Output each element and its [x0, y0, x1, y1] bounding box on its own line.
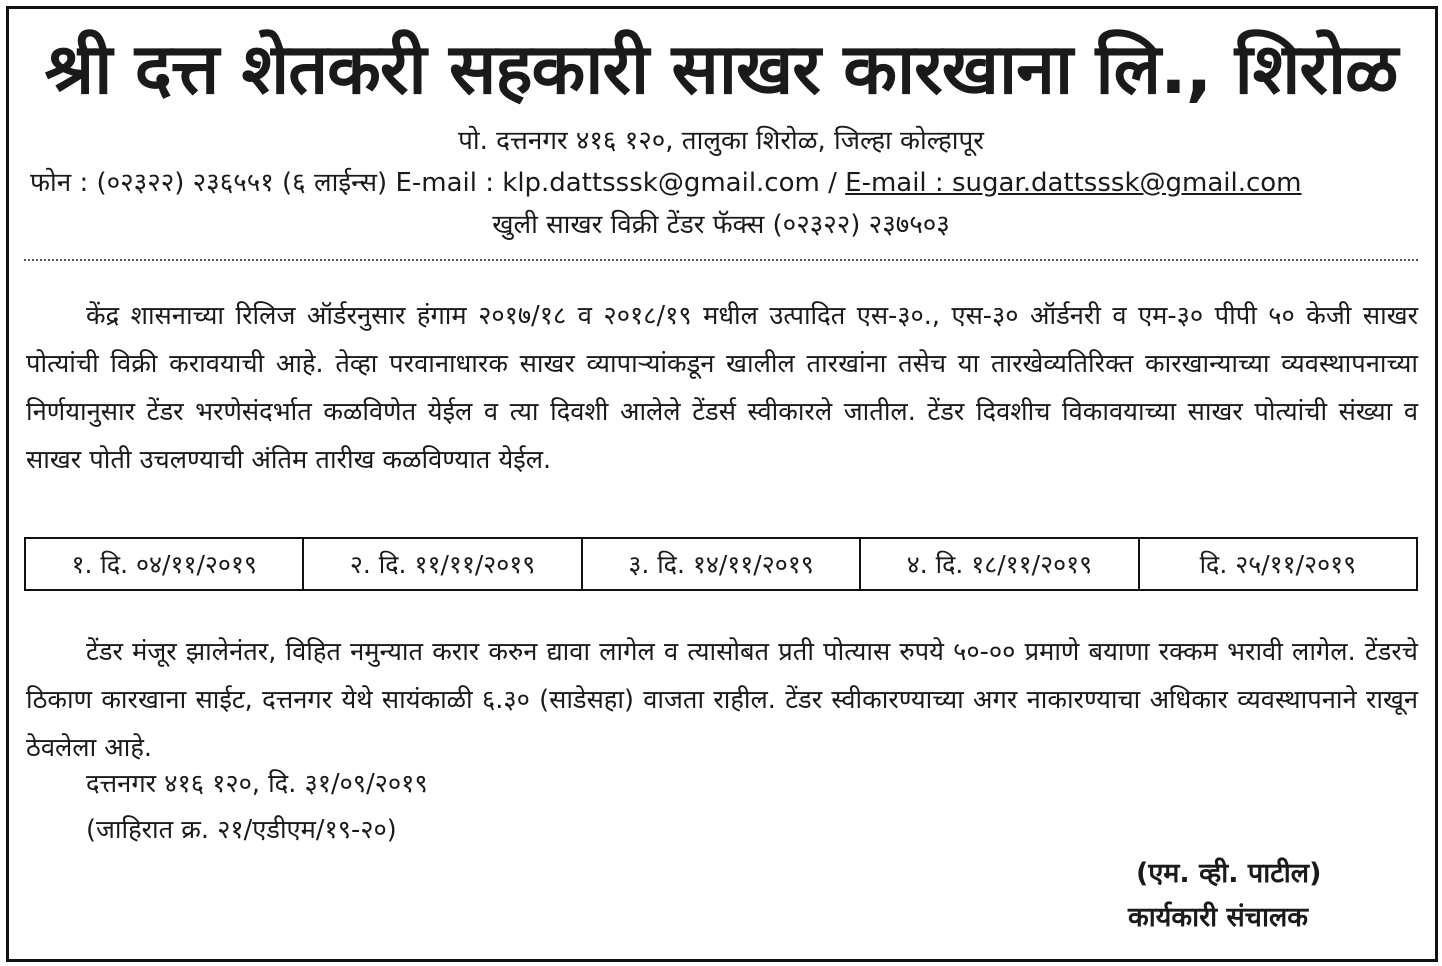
fax-line: खुली साखर विक्री टेंडर फॅक्स (०२३२२) २३७५०३: [492, 210, 950, 240]
tender-date-cell: दि. २५/११/२०१९: [1199, 550, 1357, 579]
email-secondary: E-mail : sugar.dattsssk@gmail.com: [845, 168, 1302, 198]
intro-paragraph: केंद्र शासनाच्या रिलिज ऑर्डरनुसार हंगाम २०१७/१८ व २०१८/१९ मधील उत्पादित एस-३०., एस-३० ऑर्डनरी व एम-३० पीपी ५० केजी साखर पोत्यांची विक्री करावयाची आहे. तेव्हा परवानाधारक साखर व्यापाऱ्यांकडून खालील तारखांना तसेच या तारखेव्यतिरिक्त कारखान्याच्या व्यवस्थापनाच्या निर्णयानुसार टेंडर भरणेसंदर्भात कळविणेत येईल व त्या दिवशी आलेले टेंडर्स स्वीकारले जातील. टेंडर दिवशीच विकावयाच्या साखर पोत्यांची संख्या व साखर पोती उचलण्याची अंतिम तारीख कळविण्यात येईल.: [26, 301, 1418, 475]
phone-text: फोन : (०२३२२) २३६५५१ (६ लाईन्स): [30, 168, 388, 198]
place-date: दत्तनगर ४१६ १२०, दि. ३१/०९/२०१९: [86, 769, 428, 799]
postal-address: पो. दत्तनगर ४१६ १२०, तालुका शिरोळ, जिल्हा कोल्हापूर: [458, 126, 984, 156]
email-separator: /: [828, 168, 837, 198]
terms-paragraph: टेंडर मंजूर झालेनंतर, विहित नमुन्यात करार करुन द्यावा लागेल व त्यासोबत प्रती पोत्यास रुपये ५०-०० प्रमाणे बयाणा रक्कम भरावी लागेल. टेंडरचे ठिकाण कारखाना साईट, दत्तनगर येथे सायंकाळी ६.३० (साडेसहा) वाजता राहील. टेंडर स्वीकारण्याच्या अगर नाकारण्याचा अधिकार व्यवस्थापनाने राखून ठेवलेला आहे.: [26, 637, 1418, 763]
tender-date-cell: २. दि. ११/११/२०१९: [304, 539, 582, 589]
signatory-designation: कार्यकारी संचालक: [1128, 902, 1308, 933]
dotted-divider: [24, 259, 1418, 261]
email-primary: E-mail : klp.dattsssk@gmail.com: [395, 168, 820, 198]
contact-line: [30, 168, 1420, 199]
tender-date-cell: १. दि. ०४/११/२०१९: [26, 539, 304, 589]
signatory-name: (एम. व्ही. पाटील): [1136, 858, 1322, 889]
advertisement-reference: (जाहिरात क्र. २१/एडीएम/१९-२०): [86, 815, 397, 845]
tender-date-cell: ४. दि. १८/११/२०१९: [861, 539, 1139, 589]
tender-dates-table: [24, 537, 1418, 591]
tender-date-cell: ३. दि. १४/११/२०१९: [583, 539, 861, 589]
page-title: श्री दत्त शेतकरी सहकारी साखर कारखाना लि., शिरोळ: [44, 28, 1398, 110]
